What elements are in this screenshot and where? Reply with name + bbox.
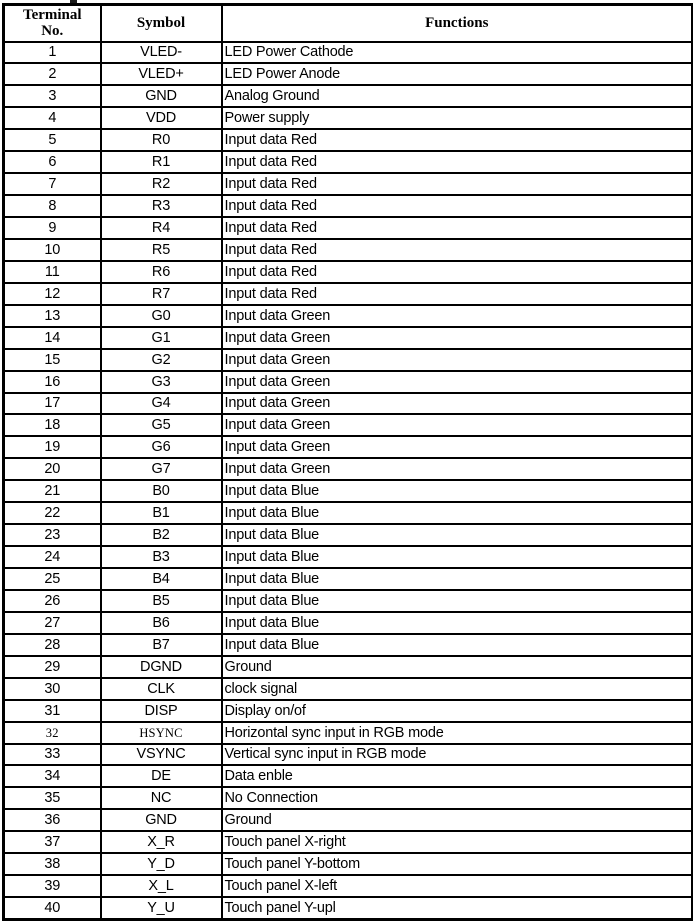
table-row [4, 151, 693, 173]
terminal-no-cell: 5 [4, 129, 101, 151]
symbol-cell: VLED- [101, 42, 222, 64]
functions-cell: Horizontal sync input in RGB mode [222, 722, 693, 744]
functions-cell: Input data Green [222, 458, 693, 480]
functions-cell: LED Power Anode [222, 63, 693, 85]
table-header [4, 5, 693, 42]
table-row [4, 897, 693, 919]
symbol-cell: HSYNC [101, 722, 222, 744]
table-row [4, 634, 693, 656]
terminal-no-cell: 35 [4, 787, 101, 809]
functions-cell: Input data Blue [222, 590, 693, 612]
table-row [4, 195, 693, 217]
terminal-no-cell: 23 [4, 524, 101, 546]
symbol-cell: B7 [101, 634, 222, 656]
terminal-no-cell: 26 [4, 590, 101, 612]
terminal-no-cell: 33 [4, 744, 101, 766]
table-row [4, 129, 693, 151]
functions-cell: Ground [222, 809, 693, 831]
functions-cell: Input data Red [222, 151, 693, 173]
symbol-cell: DE [101, 765, 222, 787]
symbol-cell: GND [101, 85, 222, 107]
table-row [4, 173, 693, 195]
table-row [4, 414, 693, 436]
symbol-cell: B3 [101, 546, 222, 568]
functions-cell: Input data Red [222, 239, 693, 261]
terminal-no-cell: 40 [4, 897, 101, 919]
terminal-no-cell: 3 [4, 85, 101, 107]
header-terminal-no [4, 5, 101, 42]
symbol-cell: VSYNC [101, 744, 222, 766]
symbol-cell: G2 [101, 349, 222, 371]
symbol-cell: R1 [101, 151, 222, 173]
functions-cell: Input data Red [222, 217, 693, 239]
table-row [4, 546, 693, 568]
symbol-cell: DGND [101, 656, 222, 678]
header-functions-label: Functions [425, 15, 489, 32]
symbol-cell: Y_D [101, 853, 222, 875]
symbol-cell: R0 [101, 129, 222, 151]
functions-cell: Touch panel Y-upl [222, 897, 693, 919]
functions-cell: Input data Red [222, 261, 693, 283]
symbol-cell: B6 [101, 612, 222, 634]
table-row [4, 85, 693, 107]
functions-cell: Input data Blue [222, 612, 693, 634]
functions-cell: Input data Blue [222, 502, 693, 524]
terminal-pin-table [2, 3, 693, 921]
symbol-cell: R5 [101, 239, 222, 261]
symbol-cell: G1 [101, 327, 222, 349]
functions-cell: Input data Blue [222, 634, 693, 656]
symbol-cell: GND [101, 809, 222, 831]
functions-cell: Power supply [222, 107, 693, 129]
table-row [4, 436, 693, 458]
terminal-no-cell: 30 [4, 678, 101, 700]
symbol-cell: G0 [101, 305, 222, 327]
table-row [4, 261, 693, 283]
functions-cell: Analog Ground [222, 85, 693, 107]
symbol-cell: R4 [101, 217, 222, 239]
functions-cell: Touch panel X-right [222, 831, 693, 853]
table-row [4, 875, 693, 897]
terminal-no-cell: 29 [4, 656, 101, 678]
table-row [4, 305, 693, 327]
terminal-no-cell: 27 [4, 612, 101, 634]
terminal-no-cell: 4 [4, 107, 101, 129]
terminal-no-cell: 32 [4, 722, 101, 744]
terminal-no-cell: 8 [4, 195, 101, 217]
functions-cell: Display on/of [222, 700, 693, 722]
functions-cell: Input data Red [222, 195, 693, 217]
terminal-no-cell: 11 [4, 261, 101, 283]
table-row [4, 809, 693, 831]
functions-cell: Input data Blue [222, 480, 693, 502]
symbol-cell: B4 [101, 568, 222, 590]
functions-cell: Input data Green [222, 436, 693, 458]
table-row [4, 327, 693, 349]
table-row [4, 700, 693, 722]
table-row [4, 480, 693, 502]
symbol-cell: B1 [101, 502, 222, 524]
table-row [4, 765, 693, 787]
table-row [4, 458, 693, 480]
symbol-cell: NC [101, 787, 222, 809]
functions-cell: Input data Red [222, 173, 693, 195]
functions-cell: Touch panel Y-bottom [222, 853, 693, 875]
terminal-no-cell: 18 [4, 414, 101, 436]
terminal-no-cell: 10 [4, 239, 101, 261]
terminal-no-cell: 6 [4, 151, 101, 173]
table-row [4, 612, 693, 634]
functions-cell: No Connection [222, 787, 693, 809]
symbol-cell: G5 [101, 414, 222, 436]
table-row [4, 371, 693, 393]
terminal-no-cell: 36 [4, 809, 101, 831]
symbol-cell: G7 [101, 458, 222, 480]
terminal-no-cell: 25 [4, 568, 101, 590]
symbol-cell: DISP [101, 700, 222, 722]
header-functions [222, 5, 693, 42]
functions-cell: Input data Red [222, 283, 693, 305]
terminal-no-cell: 7 [4, 173, 101, 195]
table-row [4, 787, 693, 809]
symbol-cell: G3 [101, 371, 222, 393]
functions-cell: clock signal [222, 678, 693, 700]
symbol-cell: R7 [101, 283, 222, 305]
symbol-cell: Y_U [101, 897, 222, 919]
table-row [4, 239, 693, 261]
table-row [4, 853, 693, 875]
terminal-no-cell: 15 [4, 349, 101, 371]
table-row [4, 656, 693, 678]
functions-cell: Input data Green [222, 393, 693, 415]
header-terminal-no-label: Terminal No. [22, 7, 82, 40]
terminal-no-cell: 24 [4, 546, 101, 568]
table-row [4, 107, 693, 129]
functions-cell: Input data Green [222, 414, 693, 436]
functions-cell: Vertical sync input in RGB mode [222, 744, 693, 766]
table-row [4, 502, 693, 524]
table-row [4, 568, 693, 590]
table-row [4, 590, 693, 612]
table-row [4, 63, 693, 85]
terminal-no-cell: 2 [4, 63, 101, 85]
terminal-no-cell: 17 [4, 393, 101, 415]
functions-cell: Touch panel X-left [222, 875, 693, 897]
symbol-cell: B2 [101, 524, 222, 546]
symbol-cell: X_L [101, 875, 222, 897]
terminal-no-cell: 1 [4, 42, 101, 64]
table-row [4, 678, 693, 700]
functions-cell: Input data Blue [222, 568, 693, 590]
terminal-no-cell: 21 [4, 480, 101, 502]
table-row [4, 283, 693, 305]
terminal-no-cell: 22 [4, 502, 101, 524]
functions-cell: Input data Green [222, 371, 693, 393]
terminal-no-cell: 9 [4, 217, 101, 239]
symbol-cell: G4 [101, 393, 222, 415]
terminal-no-cell: 38 [4, 853, 101, 875]
header-symbol-label: Symbol [136, 15, 186, 32]
symbol-cell: CLK [101, 678, 222, 700]
table-row [4, 349, 693, 371]
table-row [4, 831, 693, 853]
table-row [4, 524, 693, 546]
terminal-no-cell: 37 [4, 831, 101, 853]
header-symbol [101, 5, 222, 42]
symbol-cell: B5 [101, 590, 222, 612]
terminal-no-cell: 19 [4, 436, 101, 458]
symbol-cell: B0 [101, 480, 222, 502]
functions-cell: Data enble [222, 765, 693, 787]
terminal-no-cell: 13 [4, 305, 101, 327]
header-row [4, 5, 693, 42]
symbol-cell: VLED+ [101, 63, 222, 85]
table-row [4, 393, 693, 415]
table-row [4, 744, 693, 766]
terminal-no-cell: 34 [4, 765, 101, 787]
symbol-cell: R3 [101, 195, 222, 217]
functions-cell: Input data Blue [222, 524, 693, 546]
table-row [4, 42, 693, 64]
functions-cell: Ground [222, 656, 693, 678]
table-row [4, 722, 693, 744]
terminal-no-cell: 14 [4, 327, 101, 349]
functions-cell: LED Power Cathode [222, 42, 693, 64]
terminal-no-cell: 31 [4, 700, 101, 722]
symbol-cell: X_R [101, 831, 222, 853]
terminal-no-cell: 39 [4, 875, 101, 897]
functions-cell: Input data Green [222, 327, 693, 349]
functions-cell: Input data Red [222, 129, 693, 151]
symbol-cell: G6 [101, 436, 222, 458]
symbol-cell: R2 [101, 173, 222, 195]
terminal-no-cell: 12 [4, 283, 101, 305]
functions-cell: Input data Green [222, 349, 693, 371]
table-row [4, 217, 693, 239]
terminal-no-cell: 20 [4, 458, 101, 480]
table-body [4, 42, 693, 920]
terminal-no-cell: 16 [4, 371, 101, 393]
symbol-cell: R6 [101, 261, 222, 283]
functions-cell: Input data Green [222, 305, 693, 327]
symbol-cell: VDD [101, 107, 222, 129]
terminal-no-cell: 28 [4, 634, 101, 656]
functions-cell: Input data Blue [222, 546, 693, 568]
